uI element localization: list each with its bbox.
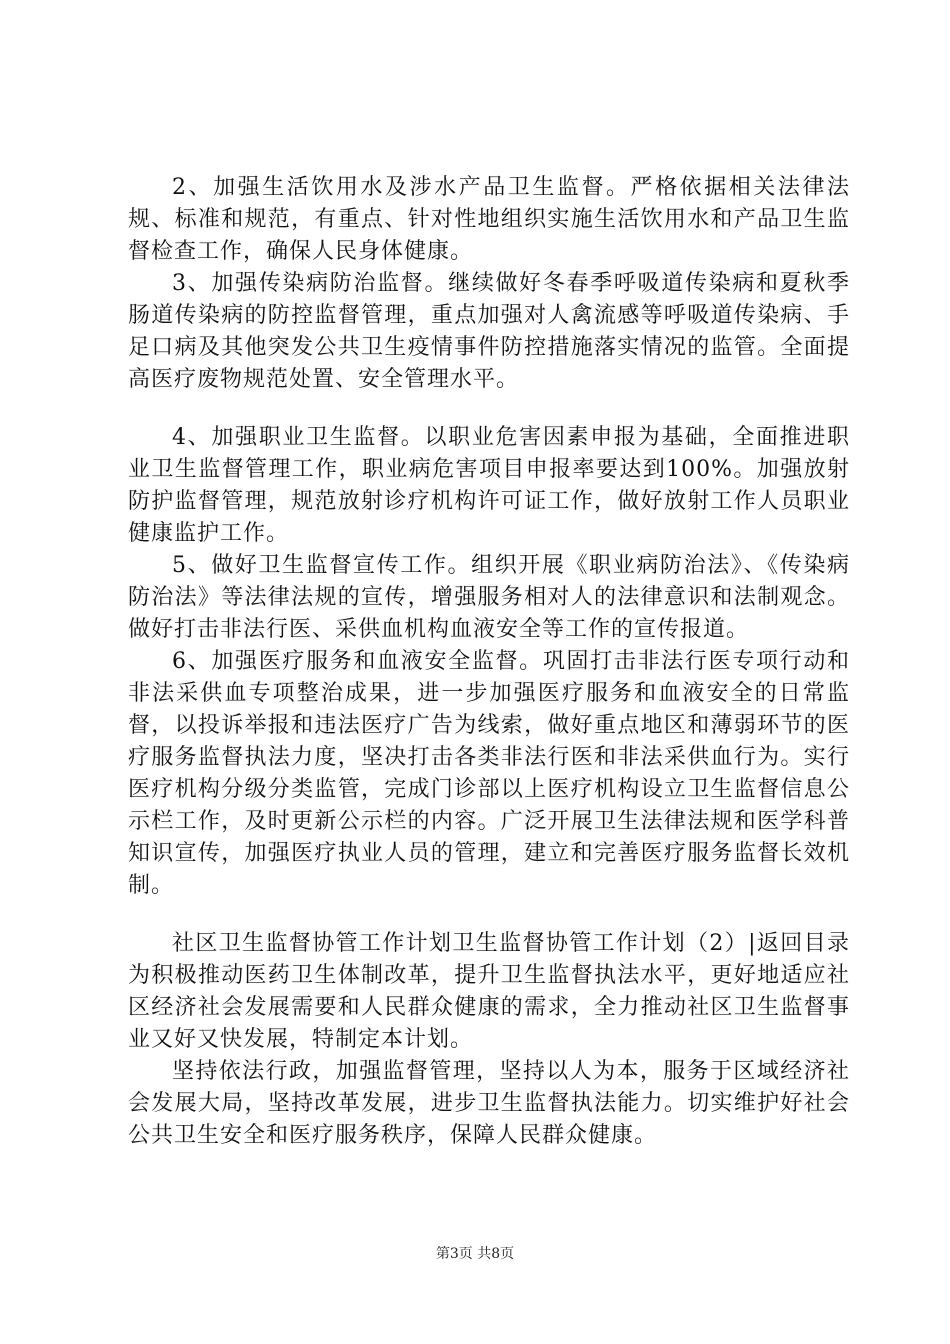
paragraph-principles: 坚持依法行政，加强监督管理，坚持以人为本，服务于区域经济社会发展大局，坚持改革发展，进步卫生监督执法能力。切实维护好社会公共卫生安全和医疗服务秩序，保障人民群众健康。 <box>128 1059 850 1148</box>
page-number-footer: 第3页 共8页 <box>435 1246 515 1262</box>
paragraph-spacer <box>128 902 850 928</box>
paragraph-infectious-disease: 3、加强传染病防治监督。继续做好冬春季呼吸道传染病和夏秋季肠道传染病的防控监督管理，重点加强对人禽流感等呼吸道传染病、手足口病及其他突发公共卫生疫情事件防控措施落实情况的监管。全面提高医疗废物规范处置、安全管理水平。 <box>128 271 850 392</box>
paragraph-community-plan: 社区卫生监督协管工作计划卫生监督协管工作计划（2）|返回目录为积极推动医药卫生体制改革，提升卫生监督执法水平，更好地适应社区经济社会发展需要和人民群众健康的需求，全力推动社区卫生监督事业又好又快发展，特制定本计划。 <box>128 931 850 1052</box>
paragraph-spacer <box>128 396 850 422</box>
paragraph-medical-service: 6、加强医疗服务和血液安全监督。巩固打击非法行医专项行动和非法采供血专项整治成果，进一步加强医疗服务和血液安全的日常监督，以投诉举报和违法医疗广告为线索，做好重点地区和薄弱环节的医疗服务监督执法力度，坚决打击各类非法行医和非法采供血行为。实行医疗机构分级分类监管，完成门诊部以上医疗机构设立卫生监督信息公示栏工作，及时更新公示栏的内容。广泛开展卫生法律法规和医学科普知识宣传，加强医疗执业人员的管理，建立和完善医疗服务监督长效机制。 <box>128 649 850 898</box>
document-body <box>128 172 850 1152</box>
paragraph-publicity: 5、做好卫生监督宣传工作。组织开展《职业病防治法》、《传染病防治法》等法律法规的宣传，增强服务相对人的法律意识和法制观念。做好打击非法行医、采供血机构血液安全等工作的宣传报道。 <box>128 553 850 642</box>
paragraph-drinking-water: 2、加强生活饮用水及涉水产品卫生监督。严格依据相关法律法规、标准和规范，有重点、针对性地组织实施生活饮用水和产品卫生监督检查工作，确保人民身体健康。 <box>128 175 850 264</box>
paragraph-occupational-health: 4、加强职业卫生监督。以职业危害因素申报为基础，全面推进职业卫生监督管理工作，职业病危害项目申报率要达到100%。加强放射防护监督管理，规范放射诊疗机构许可证工作，做好放射工作人员职业健康监护工作。 <box>128 425 850 546</box>
